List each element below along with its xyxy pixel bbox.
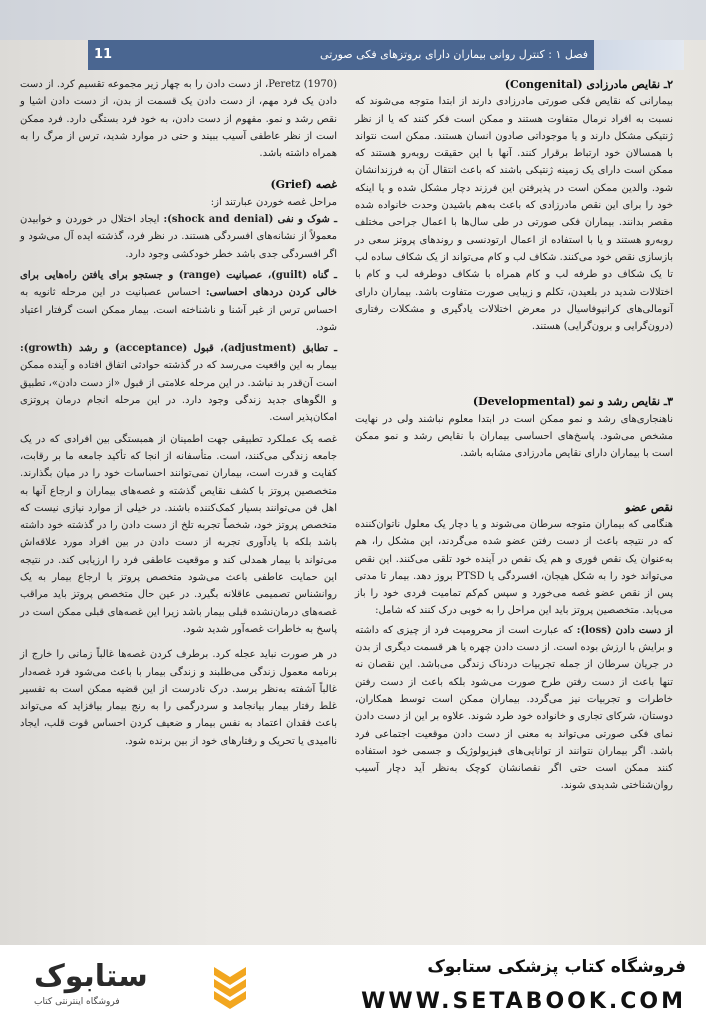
chevron-logo-icon: [210, 963, 250, 1009]
chapter-header-bar: [88, 40, 684, 70]
page-top-band: [0, 0, 706, 40]
guilt-paragraph: احساس عصبانیت در این مرحله ثانویه به احساس ترس از غیر آشنا و ناشناخته است. بیمار ممکن است گرفتار اعتیاد شود.: [20, 287, 337, 333]
store-name: فروشگاه کتاب پزشکی ستابوک: [427, 957, 686, 977]
logo-wordmark: ستابوک: [34, 959, 148, 994]
header-accent-block: [594, 40, 684, 70]
loss-paragraph: که عبارت است از محرومیت فرد از چیزی که داشته و برایش با ارزش بوده است. از دست دادن چهره یا هر قسمت دیگری از بدن در جریان سرطان از جمله تجربیات دردناک زندگی می‌باشد. این نقصان نه تنها باعث از دست رفتن طرح صورت می‌شود بلکه باعث از دست رفتن خاطرات و تجربیات نیز می‌گردد. بیماران ممکن است توسط همکاران، دوستان، شرکای تجاری و خانواده خود طرد شوند. علاوه بر این از دست دادن نمای فکی صورتی می‌تواند به معنی از دست دادن موقعیت اجتماعی فرد باشد. اگر بیماران نتوانند از توانایی‌های فیزیولوژیک و جسمی خود استفاده کنند ممکن است حتی اگر نقصانشان کوچک به‌نظر آید دچار آسیب روان‌شناختی شدیدی شوند.: [355, 624, 673, 792]
logo-tagline: فروشگاه اینترنتی کتاب: [34, 997, 120, 1007]
grief-intro: مراحل غصه خوردن عبارتند از:: [210, 196, 337, 208]
grief-paragraph-1: غصه یک عملکرد تطبیقی جهت اطمینان از همبستگی بین افرادی که در یک جامعه زندگی می‌کنند، است. متأسفانه از انجا که تأکید جامعه ما بر رقابت، کفایت و قدرت است، بیماران نمی‌توانند احساسات خود را در میان بگذارند. متخصصین پروتز با کشف نقایص گذشته و غصه‌های بیماران و ارجاع آنها به اهل فن می‌توانند بسیار کمک‌کننده باشند. در خیلی از موارد نیازی نیست که متخصص پروتز خود، شخصاً تجربه تلخ از دست دادن را در گذشته خود داشته باشد بلکه با یادآوری تجربه از دست دادن در بین افراد مورد علاقه‌اش می‌تواند با بیمار همدلی کند و موقعیت عاطفی فرد را ارزیابی کند. در نتیجه این حمایت عاطفی باعث می‌شود متخصص پروتز با ارجاع بیمار به یک روانشناس تصمیمی عاقلانه بگیرد. در عین حال متخصص پروتز باید مراقب غصه‌های درمان‌نشده قبلی بیمار باشد زیرا این غصه‌های قبلی ممکن است در پاسخ به خاطرات غصه‌آور شدید شود.: [20, 433, 337, 635]
congenital-paragraph: بیمارانی که نقایص فکی صورتی مادرزادی دارند از ابتدا متوجه می‌شوند که نسبت به افراد نرمال متفاوت هستند و ممکن است فکر کنند که یا از نظر ژنتیکی مشکل دارند و یا موجوداتی صادون انسان هستند. ممکن است نتواند با همسالان خود ارتباط برقرار کنند. آنها با این حقیقت روبه‌رو هستند که ممکن است دارای یک زمینه ژنتیکی باشند که باعث انتقال آن به فرزندانشان شود. والدین ممکن است در پذیرفتن این فرزند دچار مشکل شده و یا اینکه خود را برای این نقص مادرزادی که باعث به‌هم باشیدن وحدت خانواده شده مقصر بدانند. بیماران فکی صورتی در طی سال‌ها با اعمال جراحی مختلف روبه‌رو هستند و یا با استفاده از اعمال ارتودنسی و روندهای پروتز سعی در بازسازی نقص خود می‌کنند. شکاف لب و کام می‌تواند از یک شکاف ساده لب تا یک شکاف دو طرفه لب و کام همراه با شکاف دوطرفه لب و کام با اختلالات شدید در بلعیدن، تکلم و زیبایی صورت متفاوت باشد. بیماران دارای آنومالی‌های کرانیوفاسیال در معرض اختلالات یادگیری و مشکلات رفتاری (درون‌گرایی و برون‌گرایی) هستند.: [355, 96, 673, 333]
adjustment-term: ـ تطابق (adjustment)، قبول (acceptance) و رشد (growth):: [20, 343, 337, 355]
developmental-paragraph: ناهنجاری‌های رشد و نمو ممکن است در ابتدا معلوم نباشند ولی در نهایت مشخص می‌شود. پاسخ‌های احساسی بیماران با نقایص رشد و نمو ممکن است با بیماران دارای نقایص مادرزادی مشابه باشد.: [355, 413, 673, 460]
amputation-heading: نقص عضو: [625, 500, 673, 514]
adjustment-paragraph: بیمار به این واقعیت می‌رسد که در گذشته حوادثی اتفاق افتاده و آینده ممکن است آن‌قدر بد نباشد. در این مرحله علامتی از قبول «از دست دادن»، تطبیق و الگوهای جدید زندگی وجود دارد. در این مرحله انجام درمان پروتزی امکان‌پذیر است.: [20, 360, 337, 424]
peretz-paragraph: (Peretz (1970، از دست دادن را به چهار زیر مجموعه تقسیم کرد. از دست دادن یک فرد مهم، از دست دادن یک قسمت از بدن، از دست دادن اشیا و نقص رشد و نمو. مفهوم از دست دادن، به خود فرد بستگی دارد. فرد ممکن است از نظر عاطفی آسیب ببیند و حتی در موارد شدید، ترس از مرگ را به همراه داشته باشد.: [20, 79, 337, 160]
developmental-heading: ۳ـ نقایص رشد و نمو (Developmental): [472, 395, 673, 409]
guilt-term: ـ گناه (guilt)، عصبانیت (range) و جستجو برای یافتن راه‌هایی برای خالی کردن دردهای احساسی:: [20, 269, 337, 299]
setabook-logo[interactable]: [18, 959, 238, 1014]
shock-term: ـ شوک و نفی (shock and denial):: [163, 214, 337, 226]
store-footer: [0, 945, 706, 1024]
shock-paragraph: ایجاد اختلال در خوردن و خوابیدن معمولاً از نشانه‌های افسردگی هستند. در نظر فرد، گذشته ایده آل می‌شود و اگر افسردگی جدی باشد خطر خودکشی وجود دارد.: [20, 214, 337, 260]
loss-term: از دست دادن (loss):: [576, 624, 673, 636]
right-column: [355, 76, 673, 795]
chapter-title: فصل ۱ : کنترل روانی بیماران دارای بروتزهای فکی صورتی: [320, 48, 588, 61]
left-column: [20, 76, 337, 750]
grief-heading: غصه (Grief): [270, 178, 337, 192]
page-number: 11: [93, 47, 113, 62]
congenital-heading: ۲ـ نقایص مادرزادی (Congenital): [504, 78, 673, 91]
grief-paragraph-2: در هر صورت نباید عجله کرد. برطرف کردن غصه‌ها غالباً زمانی را خارج از برنامه معمول زندگی می‌طلبند و زندگی بیمار با باعث می‌شود فرد غصه‌دار غالباً آشفته به‌نظر برسد. درک نادرست از این قضیه ممکن است به تفسیر غلط رفتار بیمار بیانجامد و سردرگمی را به رنج بیمار بیافزاید که می‌تواند باعث فقدان اعتماد به نفس بیمار و ضعیف کردن احساس قوت قلب، ایجاد ناامیدی یا تحریک و رفتارهای خود از بین برنده شود.: [20, 649, 337, 747]
store-url-link[interactable]: WWW.SETABOOK.COM: [361, 989, 686, 1014]
amputation-paragraph: هنگامی که بیماران متوجه سرطان می‌شوند و یا دچار یک معلول ناتوان‌کننده که در نتیجه باعث از دست رفتن عضو شده می‌گردند، این مشکل را، هم به‌عنوان یک نقص فوری و هم یک نقص در آینده خود تلقی می‌کنند. این نقص می‌تواند خود را به شکل هیجان، افسردگی یا PTSD بروز دهد. بیمار تا مدتی پس از نقص عضو غصه می‌خورد و سپس کم‌کم تمامیت فردی خود را باز می‌یابد. متخصصین پروتز باید این مراحل را به خوبی درک کنند که شامل:: [355, 518, 673, 617]
